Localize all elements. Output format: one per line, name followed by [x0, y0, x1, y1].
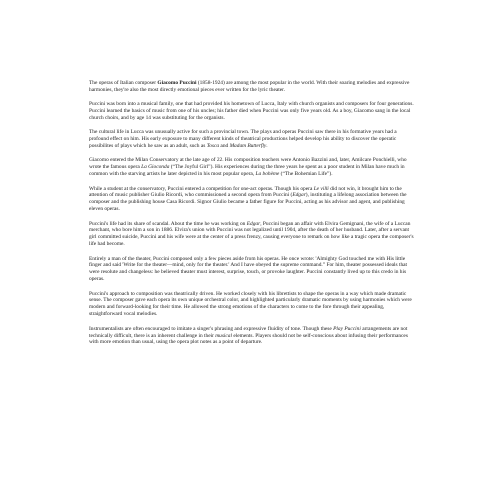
text-run: Instrumentalists are often encouraged to imitate a singer's phrasing and expressive fluidity of tone. Though these — [89, 325, 334, 332]
paragraph-9 — [89, 326, 415, 347]
bold-text: Giacomo Puccini — [157, 80, 197, 86]
document-body — [89, 80, 415, 354]
text-run: did not win, it brought him to the attention of music publisher Giulio Ricordi, who commissioned a second opera from Puccini ( — [89, 185, 402, 199]
text-run: While a student at the conservatory, Puccini entered a competition for one-act operas. Though his opera — [89, 185, 314, 192]
paragraph-5 — [89, 186, 415, 214]
text-run: elements. Players should not be self-conscious about infusing their performances with more emotion than usual, using the opera plot notes as a point of departure. — [89, 332, 408, 346]
text-run: (“The Joyful Girl”). His experiences during the three years he spent as a poor student in Milan have much in common with the starving artists he later depicted in his most popular opera, — [89, 164, 405, 178]
italic-text: Edgar — [292, 192, 306, 199]
text-run: arrangements are not technically difficult, there is an inherent challenge in their — [89, 325, 408, 339]
italic-text: Madam Butterfly — [229, 143, 267, 150]
paragraph-6 — [89, 221, 415, 249]
paragraph-7 — [89, 256, 415, 284]
italic-text: Play Puccini — [333, 325, 361, 332]
text-run: Puccini's approach to composition was theatrically driven. He worked closely with his librettists to shape the operas in a way which made dramatic sense. The composer gave each opera its own unique orchestral color, and highlighted particularly dramatic moments by using harmonies which were modern and forward-looking for their time. He allowed the strong emotions of the characters to come to the fore through their appealing, straightforward vocal melodies. — [89, 290, 412, 318]
text-run: ), instituting a lifelong association between the composer and the publishing house Casa Ricordi. Signor Giulio became a father figure for Puccini, acting as his advisor and agent, and publishing eleven operas. — [89, 192, 407, 213]
text-run: Puccini's life had its share of scandal. About the time he was working on — [89, 220, 247, 227]
paragraph-4 — [89, 157, 415, 178]
italic-text: La bohème — [255, 171, 280, 178]
italic-text: La Gioconda — [141, 164, 170, 171]
text-run: The cultural life in Lucca was unusually active for such a provincial town. The plays and operas Puccini saw there in his formative years had a profound effect on him. His early exposure to many different kinds of theatrical productions helped develop his ability to discover the operatic possibilites of plays which he saw as an adult, such as — [89, 129, 397, 150]
paragraph-8 — [89, 291, 415, 319]
text-run: (“The Bohemian Life”). — [279, 171, 333, 178]
text-run: (1858-1924) are among the most popular in the world. With their soaring melodies and expressive harmonies, they're also the most directly emotional pieces ever written for the lyric theater. — [89, 80, 410, 93]
text-run: The operas of Italian composer — [89, 80, 158, 86]
text-run: Giacomo entered the Milan Conservatory at the late age of 22. His composition teachers were Antonio Bazzini and, later, Amilcare Ponchielli, who wrote the famous opera — [89, 157, 407, 171]
italic-text: Le villi — [313, 185, 329, 192]
italic-text: Tosca — [206, 143, 220, 150]
text-run: Entirely a man of the theater, Puccini composed only a few pieces aside from his operas. He once wrote: 'Almighty God touched me with His little finger and said 'Write for the theater—mind, only for the theater.' And I have obeyed the supreme command.” For him, theater possessed ideals that were resolute and changeless: he believed theater must interest, surprise, touch, or provoke laughter. Puccini constantly lived up to this credo in his operas. — [89, 255, 408, 283]
italic-text: musical — [215, 332, 233, 339]
text-run: Puccini was born into a musical family, one that had provided his hometown of Lucca, Italy with church organists and composers for four generations. Puccini learned the basics of music from one of his uncles; his father died when Puccini was only five years old. As a boy, Giacomo sang in the local church choirs, and by age 14 was substituting for the organists. — [89, 101, 414, 122]
paragraph-2 — [89, 101, 415, 122]
paragraph-3 — [89, 129, 415, 150]
italic-text: Edgar — [246, 220, 261, 227]
text-run: and — [219, 143, 230, 150]
text-run: , Puccini began an affair with Elvira Gemignani, the wife of a Luccan merchant, who bore him a son in 1886. Elvira's union with Puccini was not legalized until 1904, after the death of her husband. Later, after a servant girl committed suicide, Puccini and his wife were at the center of a press frenzy, causing everyone to remark on how like a tragic opera the composer's life had become. — [89, 220, 414, 248]
text-run: . — [266, 143, 268, 150]
paragraph-1 — [89, 80, 415, 94]
